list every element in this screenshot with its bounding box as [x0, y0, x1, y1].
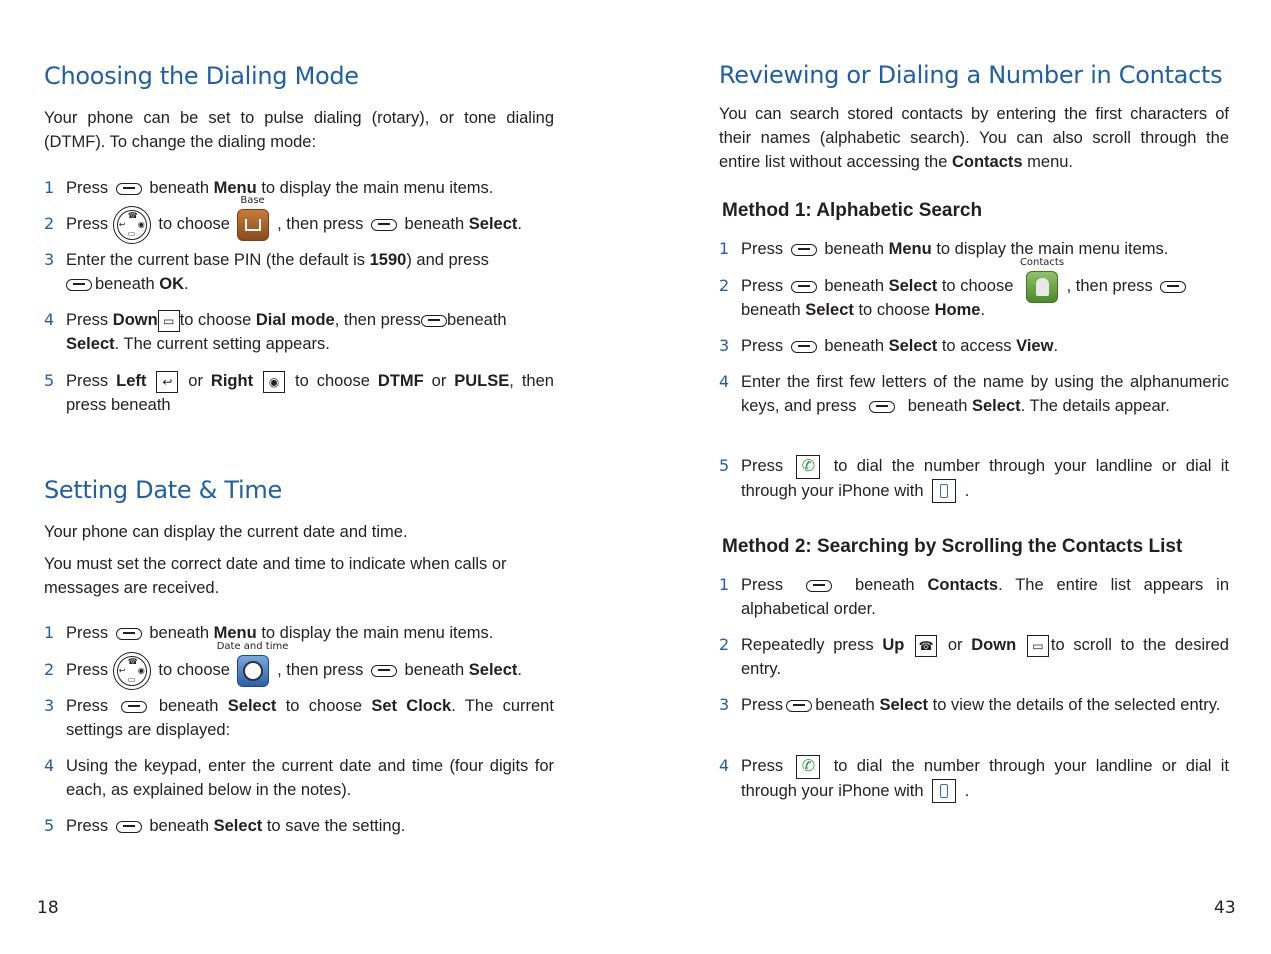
- dial-step-5: 5 Press Left ↩ or Right ◉ to choose DTMF or PULSE, then press beneath: [44, 371, 554, 414]
- contacts-icon: Contacts: [1026, 271, 1058, 303]
- iphone-icon: [932, 779, 956, 803]
- softkey-icon: [791, 281, 817, 293]
- softkey-icon: [371, 665, 397, 677]
- m1-step-4: 4 Enter the first few letters of the name by using the alphanumeric keys, and press beneath Select. The details appear.: [719, 372, 1229, 415]
- softkey-icon: [791, 244, 817, 256]
- date-step-3: 3 Press beneath Select to choose Set Clock. The current settings are displayed:: [44, 696, 554, 739]
- date-time-note: You must set the correct date and time to indicate when calls or messages are received.: [44, 555, 507, 597]
- dial-step-1: 1 Press beneath Menu to display the main menu items.: [44, 178, 494, 197]
- m2-step-4: 4 Press ✆ to dial the number through your landline or dial it through your iPhone with .: [719, 754, 1229, 803]
- softkey-icon: [806, 580, 832, 592]
- softkey-icon: [421, 315, 447, 327]
- m2-step-3: 3 Press beneath Select to view the details of the selected entry.: [719, 695, 1221, 714]
- dialing-mode-intro: Your phone can be set to pulse dialing (rotary), or tone dialing (DTMF). To change the dialing mode:: [44, 109, 554, 151]
- softkey-icon: [371, 219, 397, 231]
- dial-step-4: 4 Press Down ▭ to choose Dial mode, then press beneath Select. The current setting appears.: [44, 310, 507, 353]
- page-number-left: 18: [37, 898, 59, 918]
- date-step-1: 1 Press beneath Menu to display the main menu items.: [44, 623, 494, 642]
- m2-step-2: 2 Repeatedly press Up ☎ or Down ▭ to scroll to the desired entry.: [719, 635, 1229, 678]
- softkey-icon: [116, 628, 142, 640]
- method-2-heading: Method 2: Searching by Scrolling the Contacts List: [722, 536, 1183, 557]
- softkey-icon: [786, 700, 812, 712]
- navigation-key-icon: ☎ ↩ ◉ ▭: [113, 652, 151, 690]
- book-icon: ▭: [1027, 635, 1049, 657]
- softkey-icon: [791, 341, 817, 353]
- dialing-mode-heading: Choosing the Dialing Mode: [44, 62, 359, 90]
- softkey-icon: [66, 279, 92, 291]
- m1-step-3: 3 Press beneath Select to access View.: [719, 336, 1059, 355]
- call-icon: ✆: [796, 755, 820, 779]
- contacts-heading: Reviewing or Dialing a Number in Contacts: [719, 61, 1223, 89]
- softkey-icon: [116, 821, 142, 833]
- book-icon: ▭: [158, 310, 180, 332]
- softkey-icon: [1160, 281, 1186, 293]
- date-time-heading: Setting Date & Time: [44, 476, 282, 504]
- contacts-key-icon: ☎: [915, 635, 937, 657]
- method-1-heading: Method 1: Alphabetic Search: [722, 200, 983, 221]
- softkey-icon: [121, 701, 147, 713]
- contacts-intro: You can search stored contacts by entering the first characters of their names (alphabetic search). You can also scroll through the entire list without accessing the Contacts menu.: [719, 105, 1229, 171]
- date-step-2: 2 Press ☎ ↩ ◉ ▭ to choose Date and time , then press beneath Select.: [44, 658, 554, 682]
- m1-step-1: 1 Press beneath Menu to display the main menu items.: [719, 239, 1169, 258]
- iphone-icon: [932, 479, 956, 503]
- date-step-4: 4 Using the keypad, enter the current date and time (four digits for each, as explained below in the notes).: [44, 756, 554, 799]
- page-number-right: 43: [1214, 898, 1236, 918]
- call-icon: ✆: [796, 455, 820, 479]
- base-icon: Base: [237, 209, 269, 241]
- redial-icon: ↩: [156, 371, 178, 393]
- clock-icon: Date and time: [237, 655, 269, 687]
- date-step-5: 5 Press beneath Select to save the setting.: [44, 816, 406, 835]
- m2-step-1: 1 Press beneath Contacts. The entire list appears in alphabetical order.: [719, 575, 1229, 618]
- m1-step-5: 5 Press ✆ to dial the number through your landline or dial it through your iPhone with .: [719, 454, 1229, 503]
- softkey-icon: [869, 401, 895, 413]
- dial-step-2: 2 Press ☎ ↩ ◉ ▭ to choose Base , then press beneath Select.: [44, 212, 554, 236]
- softkey-icon: [116, 183, 142, 195]
- date-time-intro: Your phone can display the current date and time.: [44, 523, 408, 541]
- navigation-key-icon: ☎ ↩ ◉ ▭: [113, 206, 151, 244]
- voicemail-icon: ◉: [263, 371, 285, 393]
- m1-step-2: 2 Press beneath Select to choose Contacts , then press beneath Select to choose Home.: [719, 274, 1229, 322]
- dial-step-3: 3 Enter the current base PIN (the default is 1590) and press beneath OK.: [44, 250, 489, 293]
